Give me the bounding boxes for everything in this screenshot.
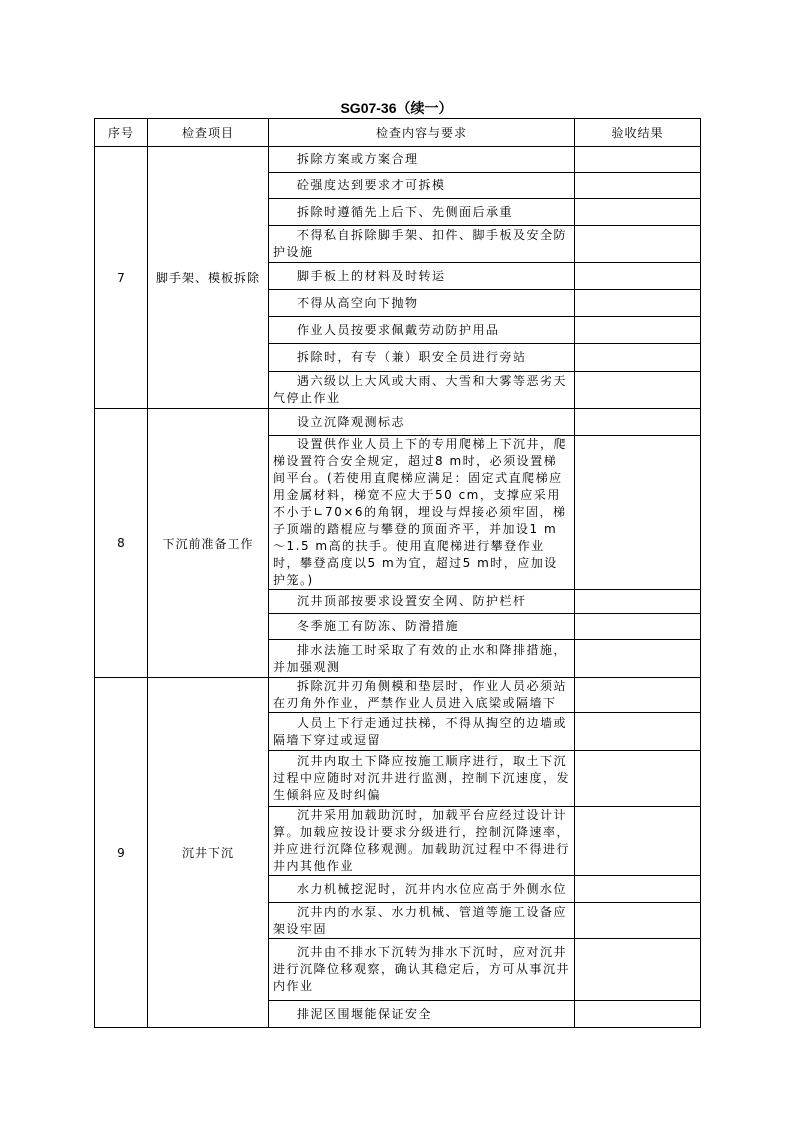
result-cell[interactable] [575,199,701,226]
requirement-text: 沉井采用加载助沉时，加载平台应经过设计计算。加载应按设计要求分级进行，控制沉降速率，并应进行沉降位移观测。加载助沉过程中不得进行井内其他作业 [269,807,575,876]
result-cell[interactable] [575,436,701,590]
result-cell[interactable] [575,713,701,751]
result-cell[interactable] [575,147,701,173]
result-cell[interactable] [575,226,701,263]
header-no: 序号 [95,119,148,147]
section-number: 8 [95,409,148,678]
result-cell[interactable] [575,344,701,372]
section-item: 沉井下沉 [148,678,269,1028]
result-cell[interactable] [575,640,701,678]
table-row [95,147,701,173]
requirement-text: 沉井内的水泵、水力机械、管道等施工设备应架设牢固 [269,903,575,939]
result-cell[interactable] [575,939,701,1001]
result-cell[interactable] [575,876,701,903]
requirement-text: 设置供作业人员上下的专用爬梯上下沉井，爬梯设置符合安全规定，超过8 m时，必须设置梯间平台。(若使用直爬梯应满足：固定式直爬梯应用金属材料，梯宽不应大于50 cm，支撑应采用不小于∟70×6的角钢，埋设与焊接必须牢固，梯子顶端的踏棍应与攀登的顶面齐平，并加设1 m～1.5 m高的扶手。使用直爬梯进行攀登作业时，攀登高度以5 m为宜，超过5 m时，应加设护笼。) [269,436,575,590]
requirement-text: 人员上下行走通过扶梯，不得从掏空的边墙或隔墙下穿过或逗留 [269,713,575,751]
section-item: 下沉前准备工作 [148,409,269,678]
requirement-text: 沉井顶部按要求设置安全网、防护栏杆 [269,590,575,614]
form-title: SG07-36（续一） [340,100,453,116]
requirement-text: 拆除方案或方案合理 [269,147,575,173]
requirement-text: 水力机械挖泥时，沉井内水位应高于外侧水位 [269,876,575,903]
requirement-text: 排泥区围堰能保证安全 [269,1001,575,1028]
inspection-table [94,118,701,1028]
header-item: 检查项目 [148,119,269,147]
header-result: 验收结果 [575,119,701,147]
result-cell[interactable] [575,317,701,344]
result-cell[interactable] [575,409,701,436]
result-cell[interactable] [575,807,701,876]
result-cell[interactable] [575,751,701,807]
result-cell[interactable] [575,678,701,713]
table-row [95,409,701,436]
requirement-text: 设立沉降观测标志 [269,409,575,436]
requirement-text: 排水法施工时采取了有效的止水和降排措施，并加强观测 [269,640,575,678]
requirement-text: 拆除时，有专（兼）职安全员进行旁站 [269,344,575,372]
result-cell[interactable] [575,173,701,199]
requirement-text: 沉井由不排水下沉转为排水下沉时，应对沉井进行沉降位移观察，确认其稳定后，方可从事沉井内作业 [269,939,575,1001]
requirement-text: 砼强度达到要求才可拆模 [269,173,575,199]
section-number: 9 [95,678,148,1028]
section-item: 脚手架、模板拆除 [148,147,269,409]
result-cell[interactable] [575,1001,701,1028]
result-cell[interactable] [575,263,701,290]
result-cell[interactable] [575,372,701,409]
section-number: 7 [95,147,148,409]
requirement-text: 不得私自拆除脚手架、扣件、脚手板及安全防护设施 [269,226,575,263]
result-cell[interactable] [575,590,701,614]
result-cell[interactable] [575,614,701,640]
header-content: 检查内容与要求 [269,119,575,147]
header-row [95,119,701,147]
requirement-text: 不得从高空向下抛物 [269,290,575,317]
requirement-text: 遇六级以上大风或大雨、大雪和大雾等恶劣天气停止作业 [269,372,575,409]
requirement-text: 脚手板上的材料及时转运 [269,263,575,290]
requirement-text: 冬季施工有防冻、防滑措施 [269,614,575,640]
requirement-text: 拆除时遵循先上后下、先侧面后承重 [269,199,575,226]
table-row [95,678,701,713]
result-cell[interactable] [575,903,701,939]
requirement-text: 拆除沉井刃角侧模和垫层时，作业人员必须站在刃角外作业，严禁作业人员进入底梁或隔墙下 [269,678,575,713]
requirement-text: 作业人员按要求佩戴劳动防护用品 [269,317,575,344]
result-cell[interactable] [575,290,701,317]
requirement-text: 沉井内取土下降应按施工顺序进行，取土下沉过程中应随时对沉井进行监测，控制下沉速度，发生倾斜应及时纠偏 [269,751,575,807]
